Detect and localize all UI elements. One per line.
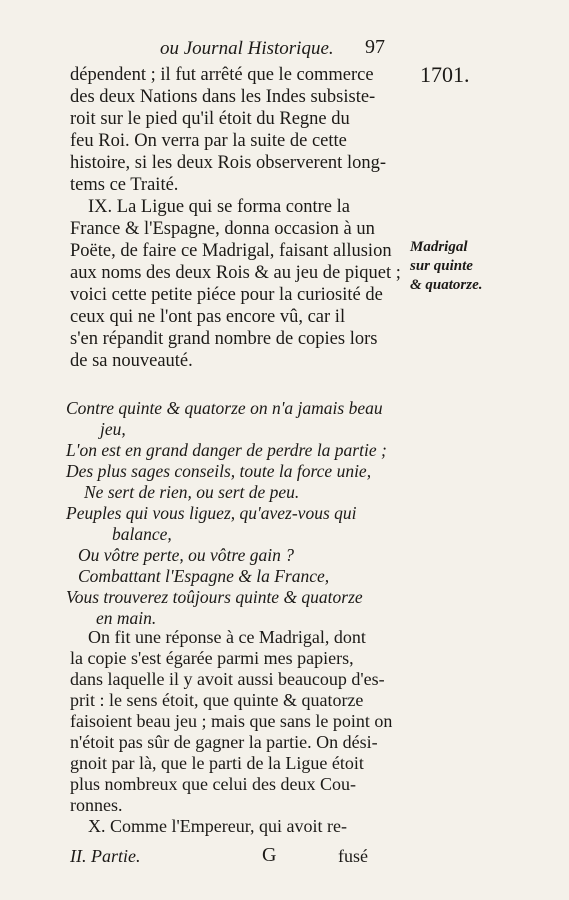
body-line: voici cette petite piéce pour la curiosité de	[70, 285, 383, 305]
margin-note-line: Madrigal	[410, 239, 468, 255]
poem-line: Contre quinte & quatorze on n'a jamais beau	[66, 398, 383, 418]
body-line: n'étoit pas sûr de gagner la partie. On dési-	[70, 732, 378, 752]
margin-note-line: & quatorze.	[410, 277, 483, 293]
poem-line: Combattant l'Espagne & la France,	[78, 566, 330, 586]
body-line: dans laquelle il y avoit aussi beaucoup d'es-	[70, 669, 385, 689]
body-line: Poëte, de faire ce Madrigal, faisant allusion	[70, 241, 392, 261]
body-line: X. Comme l'Empereur, qui avoit re-	[88, 816, 347, 836]
poem-line: Peuples qui vous liguez, qu'avez-vous qui	[66, 503, 357, 523]
body-line: prit : le sens étoit, que quinte & quatorze	[70, 690, 364, 710]
page-number: 97	[365, 36, 385, 58]
poem-line: Vous trouverez toûjours quinte & quatorze	[66, 587, 363, 607]
body-line: On fit une réponse à ce Madrigal, dont	[88, 627, 366, 647]
body-line: s'en répandit grand nombre de copies lors	[70, 329, 378, 349]
signature-mark: II. Partie.	[70, 846, 141, 866]
margin-note-line: sur quinte	[410, 258, 473, 274]
poem-line: en main.	[96, 608, 157, 628]
body-line: France & l'Espagne, donna occasion à un	[70, 219, 375, 239]
poem-line: Ne sert de rien, ou sert de peu.	[84, 482, 300, 502]
body-line: des deux Nations dans les Indes subsiste-	[70, 87, 376, 107]
body-line: de sa nouveauté.	[70, 351, 193, 371]
body-line: feu Roi. On verra par la suite de cette	[70, 131, 347, 151]
body-line: la copie s'est égarée parmi mes papiers,	[70, 648, 354, 668]
poem-line: L'on est en grand danger de perdre la partie ;	[66, 440, 387, 460]
gathering-letter: G	[262, 844, 277, 866]
poem-line: Ou vôtre perte, ou vôtre gain ?	[78, 545, 294, 565]
body-line: histoire, si les deux Rois observerent long-	[70, 153, 386, 173]
margin-year: 1701.	[420, 62, 470, 87]
catchword: fusé	[338, 846, 368, 866]
section-ix-start: IX. La Ligue qui se forma contre la	[88, 197, 350, 217]
body-line: tems ce Traité.	[70, 175, 179, 195]
body-line: gnoit par là, que le parti de la Ligue étoit	[70, 753, 364, 773]
poem-line: balance,	[112, 524, 172, 544]
body-line: ronnes.	[70, 795, 123, 815]
body-line: roit sur le pied qu'il étoit du Regne du	[70, 109, 350, 129]
margin-note	[410, 238, 483, 295]
running-title: ou Journal Historique.	[160, 38, 334, 59]
body-line: plus nombreux que celui des deux Cou-	[70, 774, 356, 794]
body-line: faisoient beau jeu ; mais que sans le point on	[70, 711, 393, 731]
body-line: aux noms des deux Rois & au jeu de piquet ;	[70, 263, 401, 283]
body-line: dépendent ; il fut arrêté que le commerce	[70, 65, 374, 85]
body-line: ceux qui ne l'ont pas encore vû, car il	[70, 307, 346, 327]
poem-line: Des plus sages conseils, toute la force unie,	[66, 461, 372, 481]
poem-line: jeu,	[100, 419, 126, 439]
